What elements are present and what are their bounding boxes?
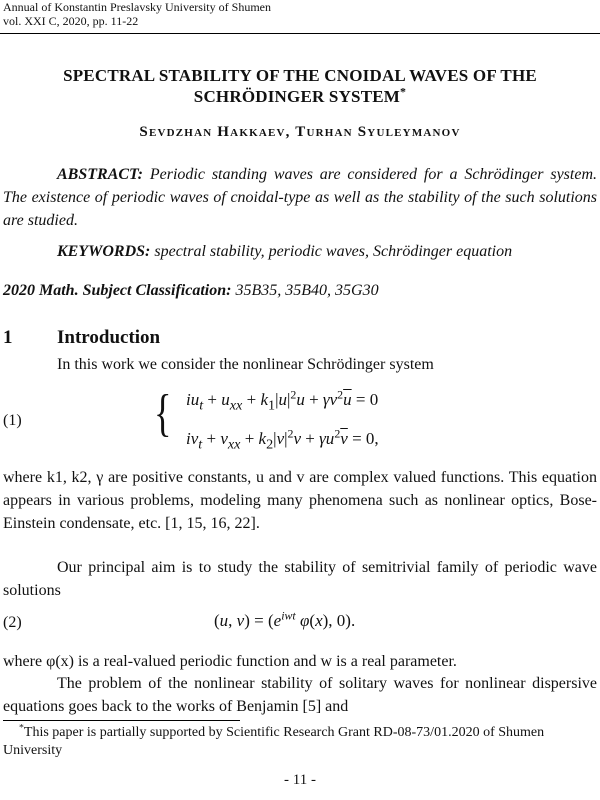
equation-brace: { bbox=[154, 385, 172, 442]
msc-text: 35B35, 35B40, 35G30 bbox=[235, 282, 379, 299]
abstract bbox=[3, 163, 597, 232]
msc-label: 2020 Math. Subject Classification: bbox=[3, 282, 232, 299]
paper-title-line2 bbox=[0, 84, 600, 107]
keywords-label: KEYWORDS: bbox=[57, 243, 151, 260]
authors: Sevdzhan Hakkaev, Turhan Syuleymanov bbox=[139, 124, 461, 140]
keywords bbox=[3, 240, 597, 263]
header-rule bbox=[0, 33, 600, 34]
paragraph-1: where k1, k2, γ are positive constants, u and v are complex valued functions. This equation appears in various problems, modeling many phenomena such as nonlinear optics, Bose-Einstein condensate, etc. [1, 15, 16, 22]. bbox=[3, 469, 597, 532]
section-title: Introduction bbox=[57, 327, 161, 348]
equation-1-number: (1) bbox=[3, 412, 22, 429]
equation-2 bbox=[214, 608, 356, 631]
title-footnote-marker: * bbox=[400, 84, 407, 99]
paper-title-line1: SPECTRAL STABILITY OF THE CNOIDAL WAVES OF THE bbox=[63, 66, 537, 85]
eq2-rendered: (u, $v) = (e^{iwt}$ φ(x), 0). bbox=[214, 608, 356, 630]
equation-1-line2 bbox=[186, 426, 379, 453]
journal-header-line1: Annual of Konstantin Preslavsky University of Shumen bbox=[3, 0, 271, 14]
footnote-text: This paper is partially supported by Scientific Research Grant RD-08-73/01.2020 of Shumen University bbox=[3, 725, 545, 758]
abstract-label: ABSTRACT: bbox=[57, 166, 143, 183]
msc bbox=[3, 279, 597, 302]
keywords-text: spectral stability, periodic waves, Schrödinger equation bbox=[154, 243, 513, 260]
footnote-rule bbox=[3, 720, 240, 721]
section-number: 1 bbox=[3, 327, 13, 348]
equation-2-number: (2) bbox=[3, 614, 22, 631]
footnote-marker: * bbox=[19, 722, 24, 734]
intro-line: In this work we consider the nonlinear Schrödinger system bbox=[57, 356, 434, 373]
eq1-line1-rendered: $iu_t + u_{xx} + k_1|u|^2u + \gamma v^2\overline{u} = 0$ bbox=[186, 387, 379, 414]
footnote bbox=[3, 724, 597, 760]
page-number: - 11 - bbox=[284, 772, 316, 788]
paper-title-line2-text: SCHRÖDINGER SYSTEM bbox=[193, 87, 401, 106]
abstract-text: Periodic standing waves are considered for a Schrödinger system. The existence of periodic waves of cnoidal-type as well as the stability of the such solutions are studied. bbox=[3, 166, 597, 229]
paragraph-3: where φ(x) is a real-valued periodic function and w is a real parameter. bbox=[3, 653, 457, 670]
equation-1-line1 bbox=[186, 387, 379, 414]
journal-header-line2: vol. XXI C, 2020, pp. 11-22 bbox=[3, 14, 139, 28]
paragraph-2: Our principal aim is to study the stability of semitrivial family of periodic wave solutions bbox=[3, 559, 597, 599]
paragraph-4: The problem of the nonlinear stability of solitary waves for nonlinear dispersive equations goes back to the works of Benjamin [5] and bbox=[3, 675, 597, 715]
eq1-line2-rendered: $iv_t + v_{xx} + k_2|v|^2v + \gamma u^2\overline{v} = 0$, bbox=[186, 426, 379, 453]
